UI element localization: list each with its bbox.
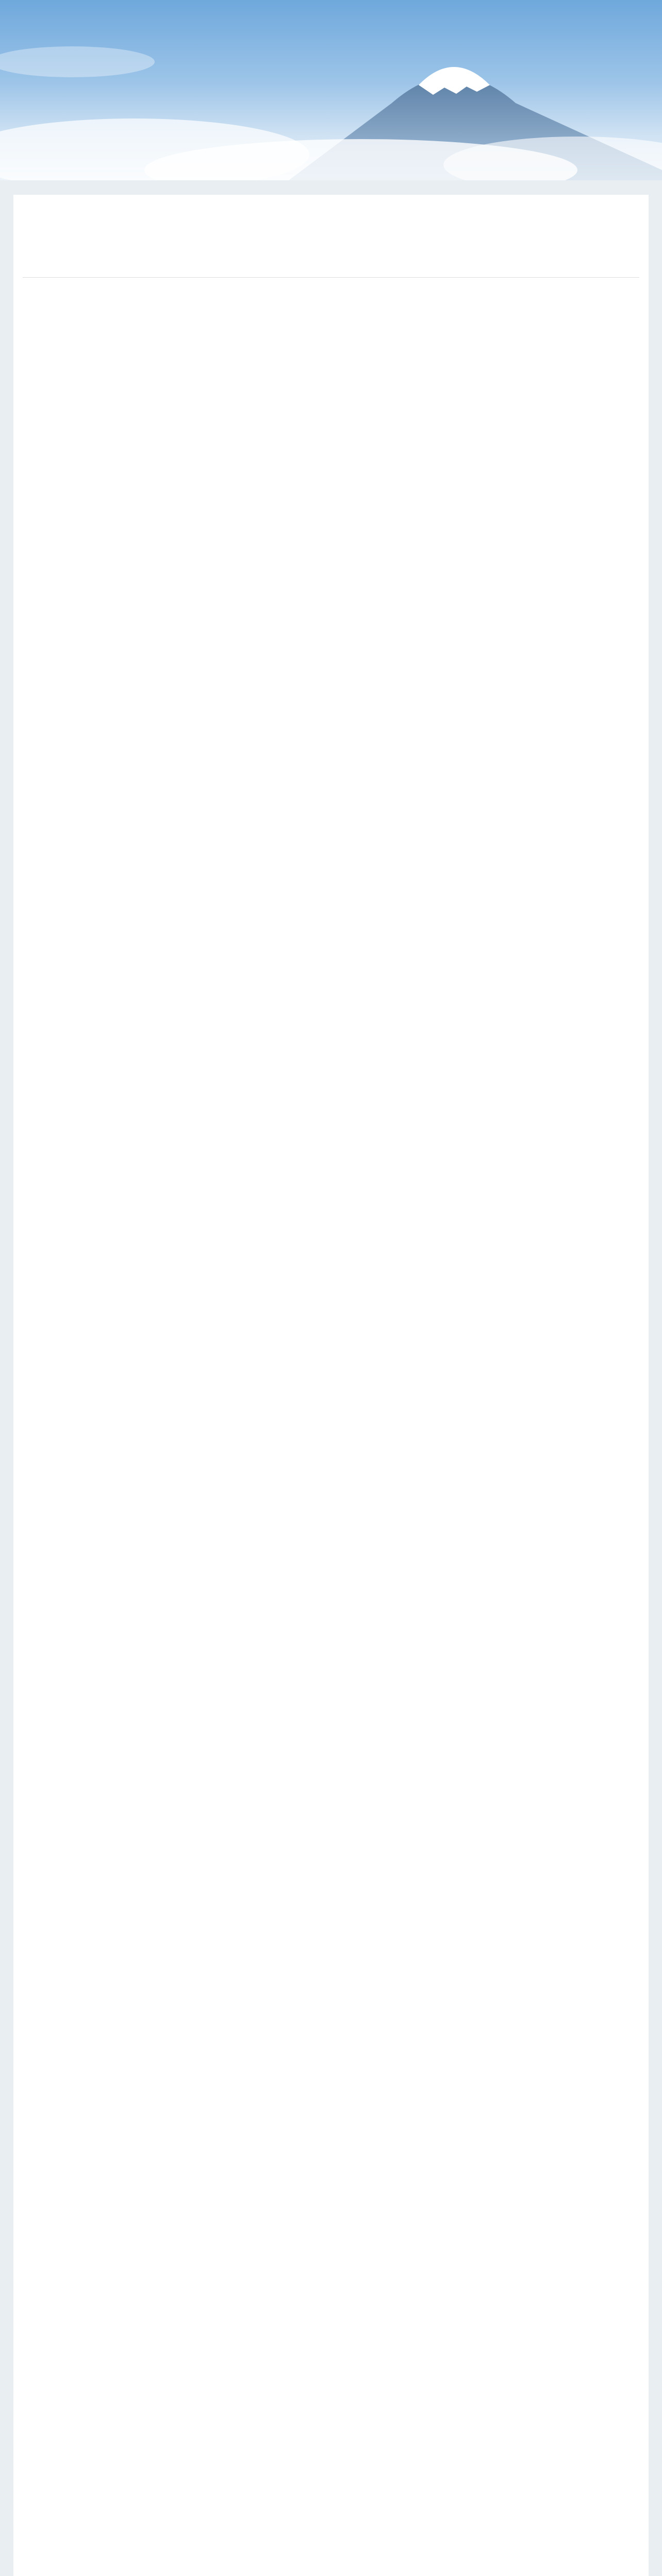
paragraph-gap <box>28 1701 634 1715</box>
article-line <box>28 324 634 338</box>
paragraph-gap <box>28 1868 634 1882</box>
article-line <box>28 1103 634 1117</box>
article-line <box>28 1826 634 1840</box>
paragraph-gap <box>28 1757 634 1771</box>
article-line <box>28 366 634 380</box>
article-line <box>28 477 634 491</box>
article-line <box>28 1159 634 1173</box>
article-line <box>28 380 634 394</box>
paragraph-gap <box>28 1326 634 1340</box>
article-line <box>28 825 634 839</box>
emphasis-line <box>28 547 634 561</box>
article-line <box>28 992 634 1006</box>
article-line <box>28 2091 634 2105</box>
article-line <box>28 741 634 755</box>
article-line <box>28 1924 634 1938</box>
article-line <box>28 574 634 588</box>
article-line <box>28 435 634 449</box>
paragraph-gap <box>28 1367 634 1381</box>
article-line <box>28 755 634 769</box>
article-line <box>28 1228 634 1242</box>
emphasis-line <box>28 1979 634 1993</box>
paragraph-gap <box>28 408 634 421</box>
article-line <box>28 1506 634 1520</box>
article-line <box>28 421 634 435</box>
article-line <box>28 1409 634 1423</box>
paragraph-gap <box>28 1590 634 1604</box>
article-line <box>28 1006 634 1020</box>
article-line <box>28 1117 634 1131</box>
article-line <box>28 449 634 463</box>
article-line <box>28 1047 634 1061</box>
article-line <box>28 1479 634 1493</box>
article-line <box>28 1298 634 1312</box>
article-line <box>28 714 634 727</box>
article-line <box>28 1673 634 1687</box>
article-body <box>13 278 649 2132</box>
article-line <box>28 1423 634 1437</box>
article-title <box>13 195 649 260</box>
article-line <box>28 1687 634 1701</box>
paragraph-gap <box>28 1020 634 1033</box>
paragraph-gap <box>28 1646 634 1659</box>
emphasis-line <box>28 1562 634 1576</box>
article-line <box>28 1075 634 1089</box>
paragraph-gap <box>28 839 634 853</box>
article-line <box>28 338 634 352</box>
article-line <box>28 1840 634 1854</box>
article-line <box>28 1214 634 1228</box>
article-line <box>28 1729 634 1743</box>
article-line <box>28 1618 634 1632</box>
emphasis-line <box>28 1965 634 1979</box>
article-line <box>28 1451 634 1465</box>
article-line <box>28 922 634 936</box>
article-line <box>28 1882 634 1896</box>
article-line <box>28 853 634 867</box>
header-text <box>108 36 376 92</box>
paragraph-gap <box>28 1938 634 1952</box>
article-line <box>28 561 634 574</box>
article-line <box>28 630 634 644</box>
article-line <box>28 1242 634 1256</box>
paragraph-gap <box>28 1061 634 1075</box>
paragraph-gap <box>28 1534 634 1548</box>
article-line <box>28 797 634 811</box>
paragraph-gap <box>28 894 634 908</box>
article-line <box>28 1033 634 1047</box>
article-line <box>28 1353 634 1367</box>
article-line <box>28 2035 634 2049</box>
article-line <box>28 811 634 825</box>
article-line <box>28 1812 634 1826</box>
article-line <box>28 1465 634 1479</box>
article-line <box>28 1743 634 1757</box>
article-line <box>28 602 634 616</box>
article-line <box>28 588 634 602</box>
article-line <box>28 1910 634 1924</box>
article-line <box>28 1632 634 1646</box>
article-line <box>28 644 634 658</box>
article-line <box>28 2007 634 2021</box>
paragraph-gap <box>28 505 634 519</box>
article-line <box>28 1089 634 1103</box>
article-line <box>28 880 634 894</box>
article-line <box>28 2063 634 2077</box>
article-line <box>28 491 634 505</box>
article-line <box>28 1437 634 1451</box>
article-line <box>28 672 634 686</box>
article-line <box>28 1659 634 1673</box>
article-line <box>28 727 634 741</box>
paragraph-gap <box>28 769 634 783</box>
article-line <box>28 1548 634 1562</box>
article-line <box>28 936 634 950</box>
paragraph-gap <box>28 1173 634 1187</box>
site-title[interactable] <box>108 36 376 52</box>
main-area <box>0 180 662 2576</box>
paragraph-gap <box>28 2105 634 2119</box>
article-line <box>28 867 634 880</box>
article-line <box>28 783 634 797</box>
paragraph-gap <box>28 1493 634 1506</box>
article-line <box>28 1896 634 1910</box>
article-line <box>28 1256 634 1270</box>
article-line <box>28 1340 634 1353</box>
article-line <box>28 463 634 477</box>
article-line <box>28 978 634 992</box>
article-line <box>28 1312 634 1326</box>
article-line <box>28 2049 634 2063</box>
article-line <box>28 1799 634 1812</box>
article-line <box>28 2077 634 2091</box>
paragraph-gap <box>28 1284 634 1298</box>
article-line <box>28 964 634 978</box>
paragraph-gap <box>28 1993 634 2007</box>
article-line <box>28 1270 634 1284</box>
article-line <box>28 1381 634 1395</box>
article-line <box>28 352 634 366</box>
article-line <box>28 1187 634 1200</box>
article-line <box>28 1520 634 1534</box>
article-line <box>28 658 634 672</box>
article-line <box>28 908 634 922</box>
article-line <box>28 1604 634 1618</box>
site-tagline <box>108 61 376 92</box>
article-line <box>28 1715 634 1729</box>
article-line <box>28 950 634 964</box>
paragraph-gap <box>28 700 634 714</box>
article-line <box>28 1200 634 1214</box>
article-card <box>13 195 649 2576</box>
article-line <box>28 2119 634 2132</box>
article-line <box>28 2021 634 2035</box>
article-line <box>28 1952 634 1965</box>
article-line <box>28 1785 634 1799</box>
article-line <box>28 1145 634 1159</box>
article-line <box>28 394 634 408</box>
article-line <box>28 1131 634 1145</box>
article-line <box>28 519 634 533</box>
article-line <box>28 686 634 700</box>
article-line <box>28 1854 634 1868</box>
article-line <box>28 1395 634 1409</box>
site-header <box>0 0 662 180</box>
article-line <box>28 533 634 547</box>
article-line <box>28 1771 634 1785</box>
article-line <box>28 616 634 630</box>
emphasis-line <box>28 1576 634 1590</box>
